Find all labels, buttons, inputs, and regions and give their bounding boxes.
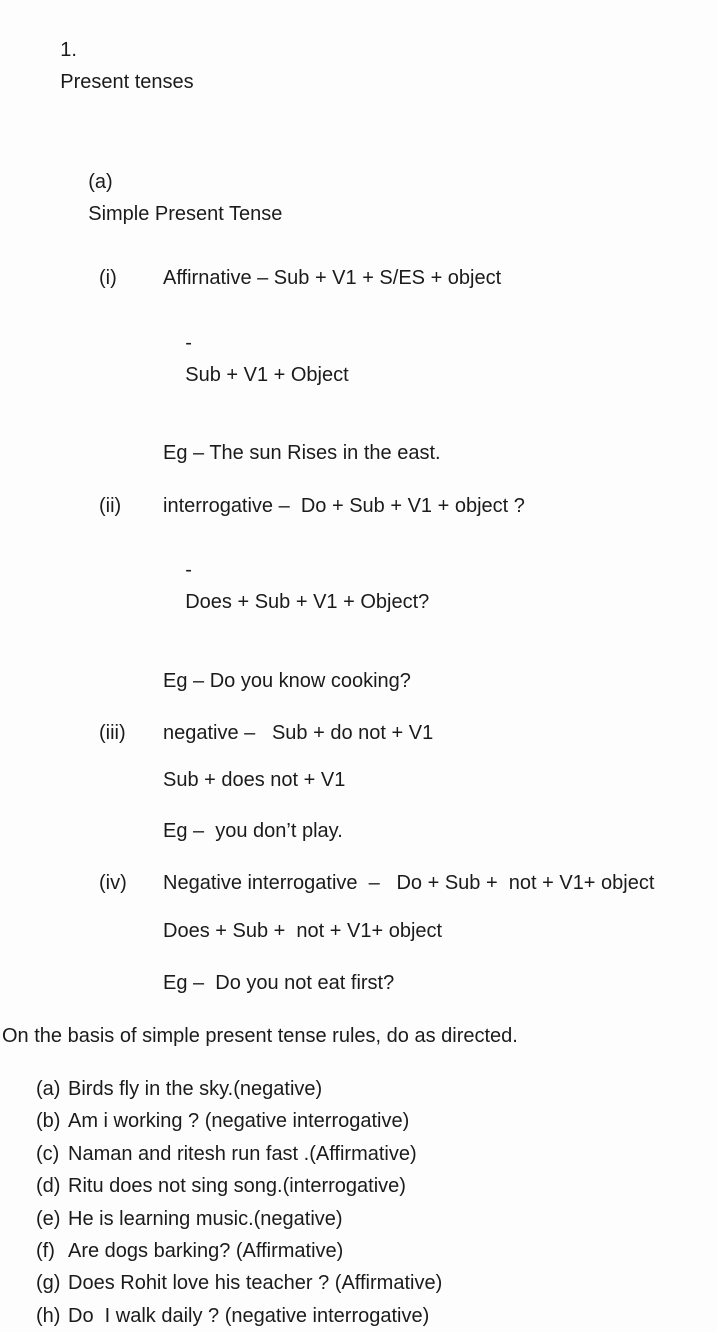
rule-marker: (i) <box>99 267 117 289</box>
exercise-instruction: On the basis of simple present tense rules, do as directed. <box>2 1025 518 1047</box>
rule-interrogative <box>0 490 717 522</box>
rule-negative-interrogative <box>0 867 717 899</box>
worksheet-page <box>0 2 717 1327</box>
rule-interrogative-example: Eg – Do you know cooking? <box>163 670 411 692</box>
exercise-label: (h) <box>36 1304 61 1327</box>
rule-negative-interrogative-alt: Does + Sub + not + V1+ object <box>163 920 443 942</box>
rule-marker: (iv) <box>99 872 127 894</box>
rule-alt-formula: Sub + V1 + Object <box>185 364 349 386</box>
section-number: 1. <box>60 39 77 61</box>
rule-formula: Affirnative – Sub + V1 + S/ES + object <box>163 267 502 289</box>
exercise-label: (c) <box>36 1142 60 1165</box>
exercise-text: He is learning music.(negative) <box>68 1207 343 1230</box>
exercise-item <box>0 1138 717 1170</box>
rule-formula: Negative interrogative – Do + Sub + not + V1+ object <box>163 872 655 894</box>
rule-affirmative <box>0 262 717 294</box>
exercise-text: Birds fly in the sky.(negative) <box>68 1078 323 1100</box>
rule-negative-alt: Sub + does not + V1 <box>163 769 346 791</box>
rule-marker: (ii) <box>99 495 122 517</box>
subsection-label: (a) <box>88 171 113 193</box>
exercise-text: Naman and ritesh run fast .(Affirmative) <box>68 1142 417 1165</box>
exercise-label: (b) <box>36 1110 61 1133</box>
exercise-label: (f) <box>36 1240 55 1263</box>
section-title: Present tenses <box>60 71 194 93</box>
exercise-item <box>0 1267 717 1299</box>
exercise-label: (e) <box>36 1207 61 1230</box>
exercise-text: Does Rohit love his teacher ? (Affirmative) <box>68 1272 443 1295</box>
exercise-item <box>0 1105 717 1137</box>
exercise-item <box>0 1203 717 1235</box>
rule-negative-interrogative-example: Eg – Do you not eat first? <box>163 972 395 994</box>
exercise-item <box>0 1300 717 1332</box>
dash-bullet: - <box>185 332 192 354</box>
rule-interrogative-alt <box>0 522 717 650</box>
rule-formula: negative – Sub + do not + V1 <box>163 722 434 744</box>
rule-negative-example: Eg – you don’t play. <box>163 820 343 842</box>
subsection-heading <box>0 134 717 262</box>
rule-affirmative-example: Eg – The sun Rises in the east. <box>163 442 441 464</box>
section-heading <box>0 2 717 130</box>
exercise-item <box>0 1235 717 1267</box>
exercise-label: (a) <box>36 1078 61 1100</box>
exercise-text: Do I walk daily ? (negative interrogative) <box>68 1304 430 1327</box>
dash-bullet: - <box>185 559 192 581</box>
exercise-text: Ritu does not sing song.(interrogative) <box>68 1175 406 1198</box>
subsection-title: Simple Present Tense <box>88 203 283 225</box>
exercise-label: (d) <box>36 1175 61 1198</box>
rule-marker: (iii) <box>99 722 126 744</box>
exercise-item <box>0 1170 717 1202</box>
exercise-label: (g) <box>36 1272 61 1295</box>
exercise-item <box>0 1073 717 1105</box>
rule-formula: interrogative – Do + Sub + V1 + object ? <box>163 495 525 517</box>
rule-alt-formula: Does + Sub + V1 + Object? <box>185 591 430 613</box>
rule-affirmative-alt <box>0 295 717 423</box>
exercise-text: Am i working ? (negative interrogative) <box>68 1110 410 1133</box>
exercise-text: Are dogs barking? (Affirmative) <box>68 1240 344 1263</box>
rule-negative <box>0 717 717 749</box>
